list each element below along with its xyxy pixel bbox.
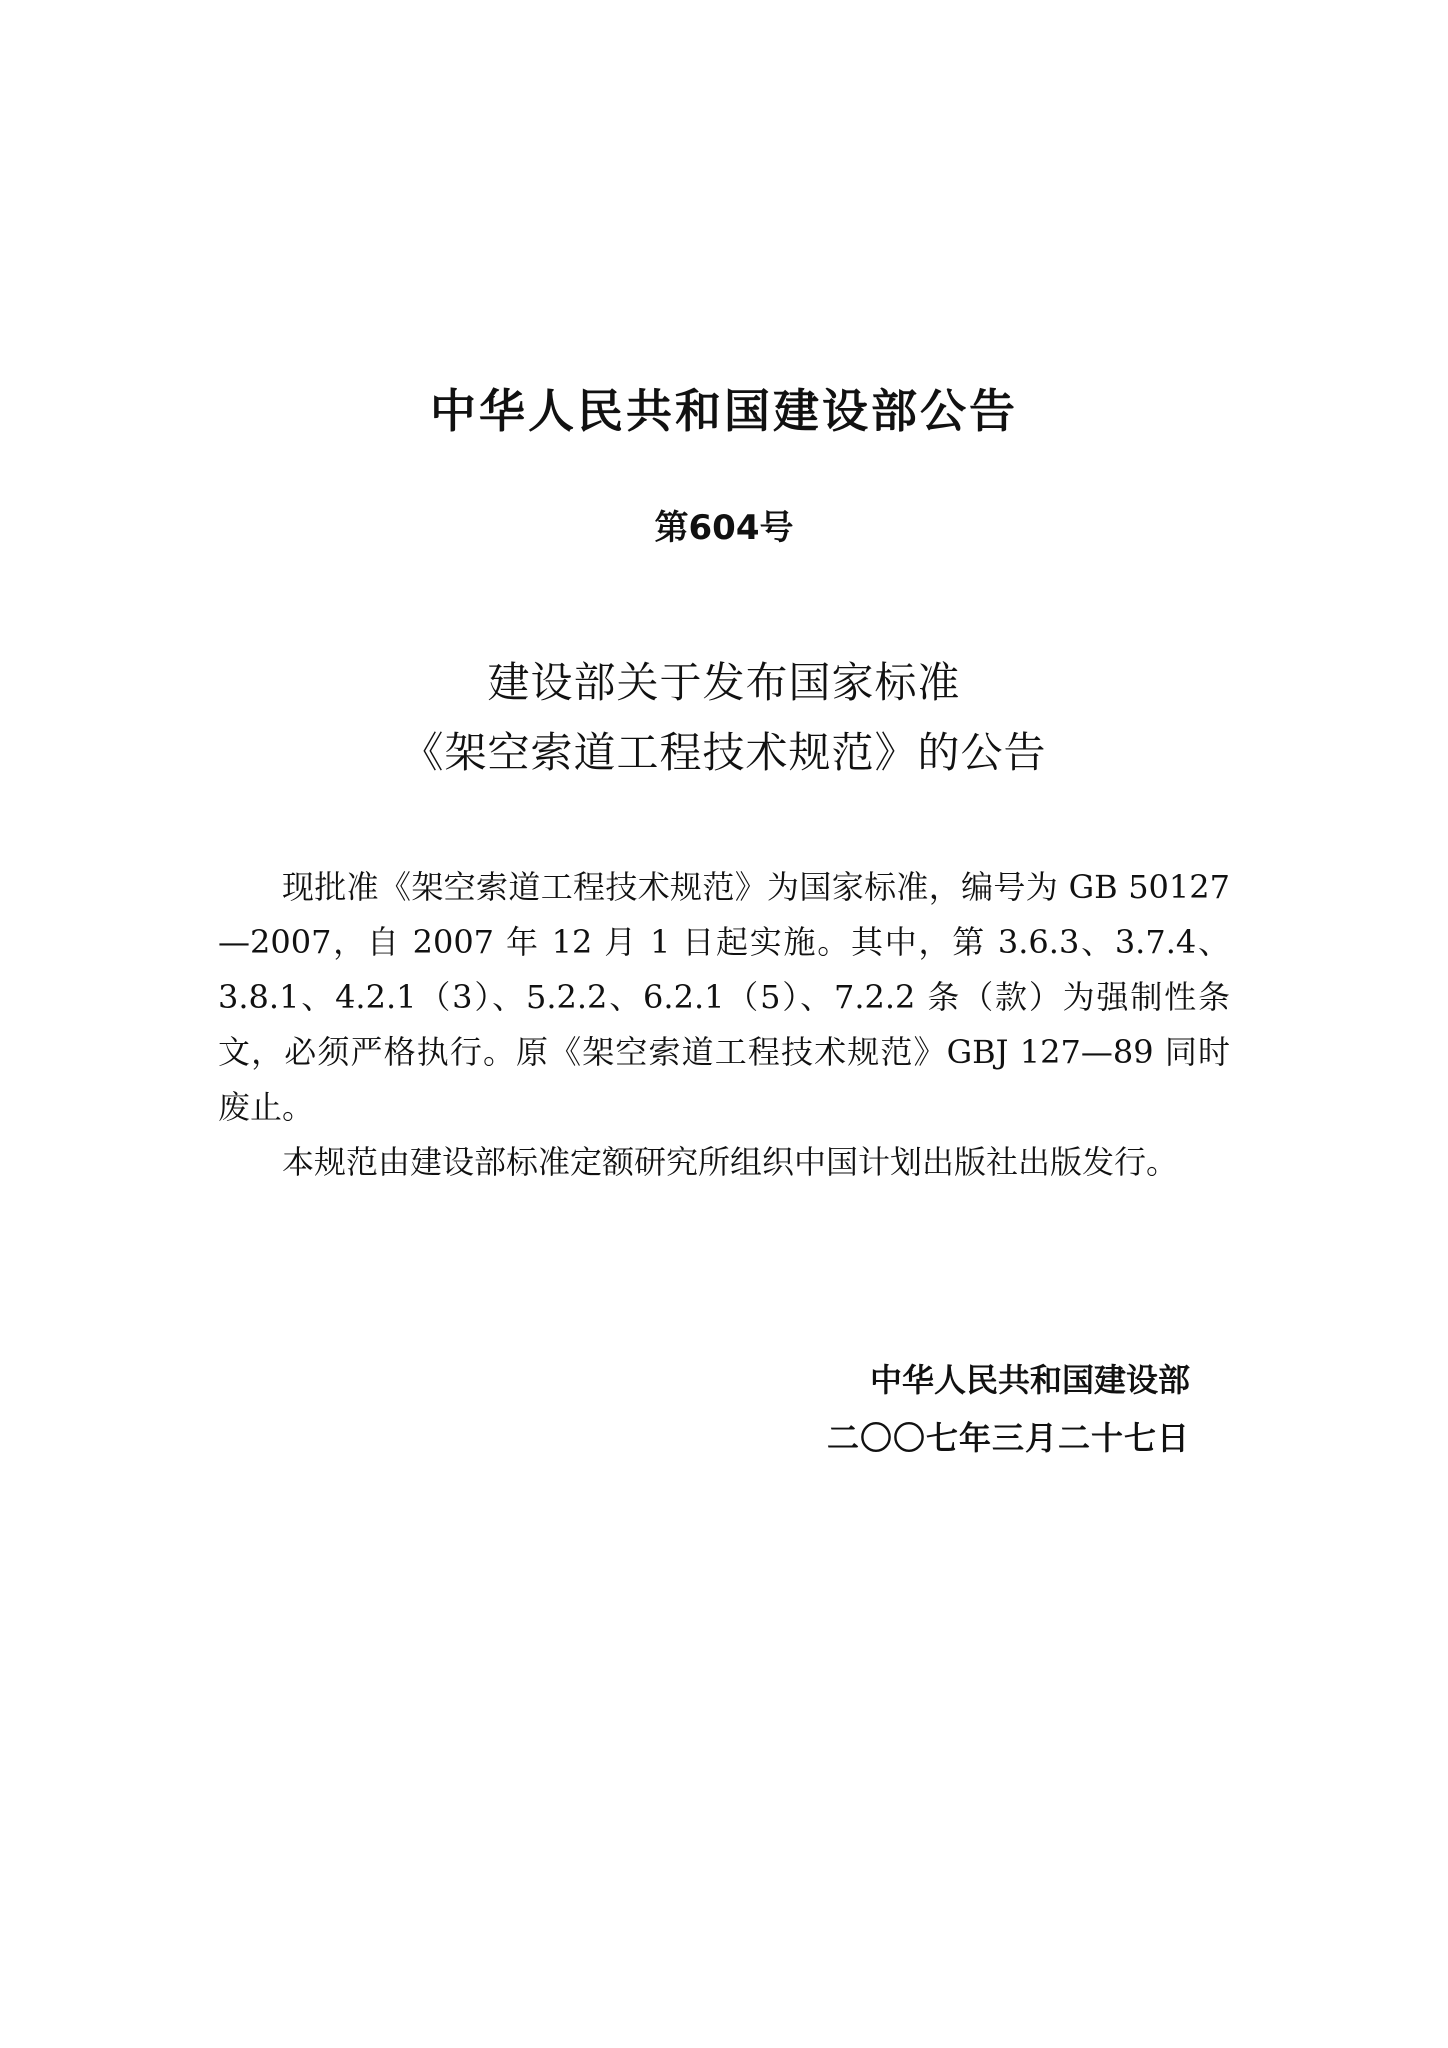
- body-paragraph-1: 现批准《架空索道工程技术规范》为国家标准，编号为 GB 50127—2007，自 2007 年 12 月 1 日起实施。其中，第 3.6.3、3.7.4、3.8.1、4.2.1（3）、5.2.2、6.2.1（5）、7.2.2 条（款）为强制性条文，必须严格执行。原《架空索道工程技术规范》GBJ 127—89 同时废止。: [218, 868, 1230, 1126]
- agency-title: 中华人民共和国建设部公告: [430, 384, 1018, 438]
- body-paragraph-2: 本规范由建设部标准定额研究所组织中国计划出版社出版发行。: [282, 1143, 1179, 1181]
- notice-title-line-2: 《架空索道工程技术规范》的公告: [401, 728, 1047, 777]
- signature-organization: 中华人民共和国建设部: [869, 1361, 1190, 1399]
- signature-date: 二〇〇七年三月二十七日: [826, 1419, 1190, 1457]
- notice-title-line-1: 建设部关于发布国家标准: [487, 658, 961, 707]
- notice-number: 第604号: [654, 508, 794, 548]
- notice-body: [218, 860, 1230, 1190]
